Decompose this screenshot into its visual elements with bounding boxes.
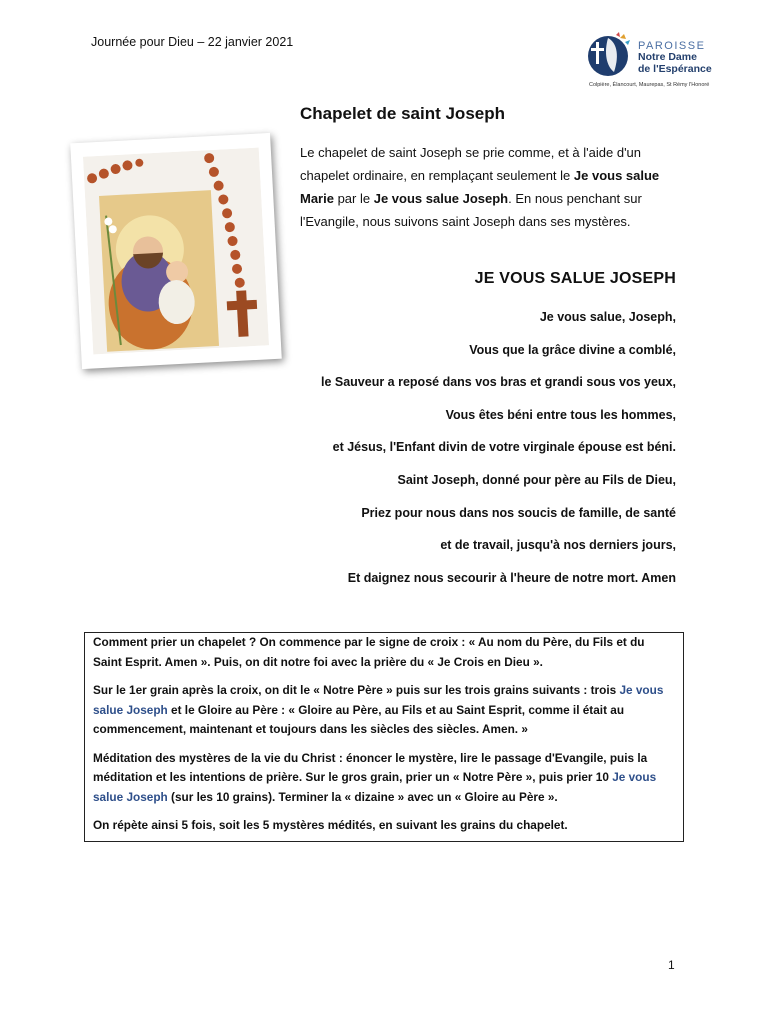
- saint-joseph-rosary-image: [83, 148, 269, 355]
- saint-joseph-photo: [70, 133, 282, 369]
- prayer-line: Et daignez nous secourir à l'heure de notre mort. Amen: [347, 570, 676, 585]
- instructions-paragraph-1: Comment prier un chapelet ? On commence par le signe de croix : « Au nom du Père, du Fils et du Saint Esprit. Amen ». Puis, on dit notre foi avec la prière du « Je Crois en Dieu ».: [93, 635, 645, 669]
- prayer-line: Vous que la grâce divine a comblé,: [469, 342, 676, 357]
- prayer-line: le Sauveur a reposé dans vos bras et grandi sous vos yeux,: [320, 375, 676, 390]
- parish-logo: [586, 30, 726, 92]
- logo-line-4: Colpière, Élancourt, Maurepas, St Rémy l'Honoré: [589, 82, 710, 88]
- prayer-line: Priez pour nous dans nos soucis de famille, de santé: [361, 505, 676, 520]
- highlight-je-vous-salue-joseph: Je vous salue Joseph: [93, 770, 657, 804]
- logo-line-3: de l'Espérance: [638, 63, 712, 75]
- prayer-line: Je vous salue, Joseph,: [539, 310, 676, 324]
- highlight-je-vous-salue-joseph: Je vous salue Joseph: [93, 683, 664, 717]
- parish-logo-mark-icon: [586, 32, 632, 78]
- instructions-box: [84, 632, 684, 842]
- logo-line-1: PAROISSE: [638, 40, 706, 52]
- header-date: Journée pour Dieu – 22 janvier 2021: [91, 35, 294, 49]
- page-number: 1: [668, 958, 675, 972]
- prayer-line: Saint Joseph, donné pour père au Fils de Dieu,: [397, 472, 676, 487]
- intro-paragraph: Le chapelet de saint Joseph se prie comme, et à l'aide d'un chapelet ordinaire, en remplaçant seulement le Je vous salue Marie par le Je vous salue Joseph. En nous penchant sur l'Evangile, nous suivons saint Joseph dans ses mystères.: [300, 145, 660, 229]
- prayer-title: JE VOUS SALUE JOSEPH: [474, 270, 676, 287]
- prayer-text: [321, 306, 676, 599]
- prayer-line: Vous êtes béni entre tous les hommes,: [445, 407, 676, 422]
- page-title: Chapelet de saint Joseph: [300, 104, 505, 123]
- instructions-paragraph-2: Sur le 1er grain après la croix, on dit le « Notre Père » puis sur les trois grains suivants : trois Je vous salue Joseph et le Gloire au Père : « Gloire au Père, au Fils et au Saint Esprit, comme il était au commencement, maintenant et toujours dans les siècles des siècles. Amen. »: [93, 683, 664, 736]
- prayer-line: et de travail, jusqu'à nos derniers jours,: [440, 538, 676, 553]
- logo-line-2: Notre Dame: [638, 51, 697, 63]
- instructions-paragraph-4: On répète ainsi 5 fois, soit les 5 mystères médités, en suivant les grains du chapelet.: [93, 818, 568, 832]
- instructions-paragraph-3: Méditation des mystères de la vie du Christ : énoncer le mystère, lire le passage d'Evangile, puis la méditation et les intentions de prière. Sur le gros grain, prier un « Notre Père », puis prier 10 Je vous salue Joseph (sur les 10 grains). Terminer la « dizaine » avec un « Gloire au Père ».: [93, 750, 657, 804]
- prayer-line: et Jésus, l'Enfant divin de votre virginale épouse est béni.: [332, 440, 676, 455]
